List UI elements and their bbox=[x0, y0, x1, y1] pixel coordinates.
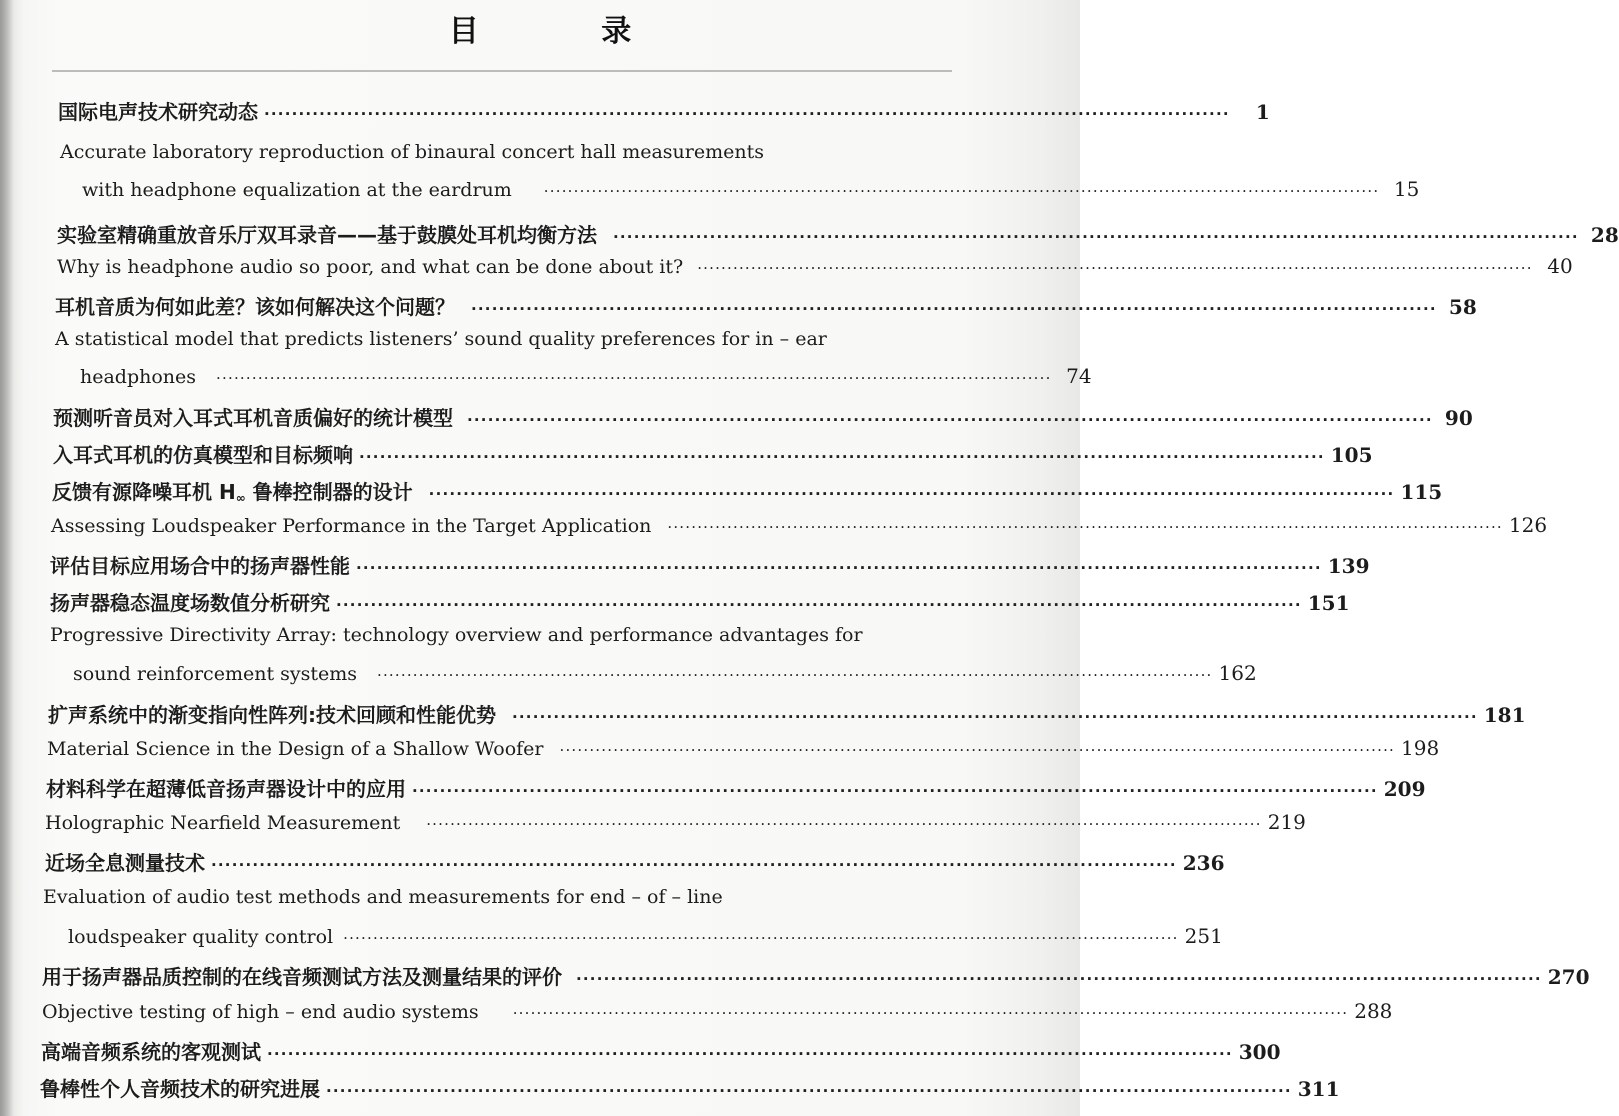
toc-entry-title: 用于扬声器品质控制的在线音频测试方法及测量结果的评价 bbox=[42, 965, 562, 989]
toc-leader-dots: ············································································································································ bbox=[667, 518, 1503, 536]
toc-entry bbox=[47, 736, 1440, 760]
toc-entry bbox=[82, 177, 1420, 201]
toc-leader-dots: ············································································································································ bbox=[471, 300, 1437, 318]
toc-page-number: 115 bbox=[1400, 480, 1443, 504]
toc-entry bbox=[42, 999, 1393, 1023]
toc-entry-title-line1: Evaluation of audio test methods and measurements for end – of – line bbox=[43, 886, 723, 908]
toc-entry bbox=[42, 961, 1590, 990]
toc-entry-title: Material Science in the Design of a Shallow Woofer bbox=[47, 738, 544, 760]
toc-leader-dots: ············································································································································ bbox=[467, 411, 1433, 429]
toc-entry-title: loudspeaker quality control bbox=[68, 926, 334, 948]
toc-leader-dots: ············································································································································ bbox=[559, 741, 1396, 759]
toc-entry-title bbox=[52, 476, 413, 505]
toc-leader-dots: ············································································································································ bbox=[543, 182, 1380, 200]
toc-entry bbox=[55, 291, 1477, 320]
toc-entry bbox=[40, 1073, 1340, 1102]
toc-entry-title: 耳机音质为何如此差？该如何解决这个问题？ bbox=[55, 295, 455, 319]
toc-entry-title: sound reinforcement systems bbox=[73, 663, 357, 685]
toc-entry-title: 入耳式耳机的仿真模型和目标频响 bbox=[53, 443, 353, 467]
toc-entry-title: 近场全息测量技术 bbox=[45, 851, 205, 875]
toc-entry bbox=[53, 402, 1473, 431]
toc-entry-title: 扬声器稳态温度场数值分析研究 bbox=[50, 591, 330, 615]
toc-leader-dots: ············································································································································ bbox=[512, 708, 1478, 726]
toc-leader-dots: ············································································································································ bbox=[412, 782, 1378, 800]
toc-entry-title: 高端音频系统的客观测试 bbox=[41, 1040, 261, 1064]
toc-leader-dots: ············································································································································ bbox=[426, 815, 1262, 833]
toc-entry bbox=[53, 439, 1373, 468]
toc-page-number: 198 bbox=[1401, 736, 1440, 760]
toc-page-number: 181 bbox=[1483, 703, 1526, 727]
toc-entry-title: 评估目标应用场合中的扬声器性能 bbox=[50, 554, 350, 578]
toc-entry bbox=[50, 587, 1350, 616]
toc-page-number: 126 bbox=[1508, 513, 1548, 537]
toc-entry-title-line1: Progressive Directivity Array: technology overview and performance advantages for bbox=[50, 624, 863, 646]
toc-entry-title-line1: A statistical model that predicts listeners’ sound quality preferences for in – ear bbox=[55, 328, 827, 350]
toc-leader-dots: ············································································································································ bbox=[613, 228, 1579, 246]
toc-entry-title: with headphone equalization at the eardrum bbox=[82, 179, 512, 201]
toc-page-number: 139 bbox=[1327, 554, 1370, 578]
toc-entry-title: 国际电声技术研究动态 bbox=[58, 100, 258, 124]
toc-leader-dots: ············································································································································ bbox=[267, 1045, 1233, 1063]
toc-entry-title: Assessing Loudspeaker Performance in the Target Application bbox=[51, 515, 652, 537]
toc-entry bbox=[57, 219, 1619, 248]
toc-page-number: 40 bbox=[1547, 254, 1573, 278]
toc-leader-dots: ············································································································································ bbox=[359, 448, 1325, 466]
toc-entry-title: 预测听音员对入耳式耳机音质偏好的统计模型 bbox=[53, 406, 453, 430]
toc-leader-dots: ············································································································································ bbox=[211, 856, 1177, 874]
toc-entry bbox=[46, 773, 1426, 802]
toc-entry bbox=[45, 810, 1306, 834]
toc-entry-title-part: 鲁棒控制器的设计 bbox=[245, 480, 413, 504]
toc-page-number: 151 bbox=[1307, 591, 1350, 615]
toc-entry bbox=[50, 550, 1370, 579]
toc-leader-dots: ············································································································································ bbox=[377, 666, 1213, 684]
toc-page-number: 1 bbox=[1255, 100, 1270, 124]
toc-page-number: 90 bbox=[1444, 406, 1473, 430]
toc-page-number: 15 bbox=[1393, 177, 1420, 201]
toc-page-number: 74 bbox=[1066, 364, 1092, 388]
toc-leader-dots: ············································································································································ bbox=[576, 970, 1542, 988]
toc-leader-dots: ············································································································································ bbox=[216, 369, 1052, 387]
toc-entry bbox=[51, 513, 1548, 537]
toc-entry bbox=[52, 476, 1443, 505]
toc-leader-dots: ············································································································································ bbox=[356, 559, 1322, 577]
toc-entry-title: 材料科学在超薄低音扬声器设计中的应用 bbox=[46, 777, 406, 801]
toc-entry bbox=[41, 1036, 1281, 1065]
toc-entry-title: Holographic Nearfield Measurement bbox=[45, 812, 401, 834]
toc-entry-title-line1: Accurate laboratory reproduction of binaural concert hall measurements bbox=[60, 141, 764, 163]
toc-entry-title: Why is headphone audio so poor, and what can be done about it? bbox=[57, 256, 684, 278]
page-title: 目 录 bbox=[448, 14, 688, 49]
infinity-subscript: ∞ bbox=[235, 491, 246, 505]
toc-page-number: 236 bbox=[1182, 851, 1225, 875]
toc-entry-title: 实验室精确重放音乐厅双耳录音——基于鼓膜处耳机均衡方法 bbox=[57, 223, 597, 247]
toc-entry-title: headphones bbox=[80, 366, 197, 388]
toc-entry-title-part: 反馈有源降噪耳机 H bbox=[52, 480, 236, 504]
toc-leader-dots: ············································································································································ bbox=[428, 485, 1395, 503]
toc-entry-title: 鲁棒性个人音频技术的研究进展 bbox=[40, 1077, 320, 1101]
toc-page-number: 58 bbox=[1448, 295, 1477, 319]
toc-leader-dots: ············································································································································ bbox=[512, 1004, 1349, 1022]
toc-page-number: 311 bbox=[1297, 1077, 1340, 1101]
toc-page-number: 28 bbox=[1590, 223, 1619, 247]
toc-leader-dots: ············································································································································ bbox=[264, 105, 1230, 123]
toc-page-number: 270 bbox=[1547, 965, 1590, 989]
toc-entry bbox=[73, 661, 1257, 685]
toc-leader-dots: ············································································································································ bbox=[697, 259, 1533, 277]
toc-page-number: 251 bbox=[1184, 924, 1223, 948]
toc-page-number: 219 bbox=[1267, 810, 1306, 834]
toc-page-number: 162 bbox=[1218, 661, 1257, 685]
toc-entry bbox=[45, 847, 1225, 876]
toc-entry-title: Objective testing of high – end audio systems bbox=[42, 1001, 479, 1023]
toc-page-number: 209 bbox=[1383, 777, 1426, 801]
toc-page-number: 300 bbox=[1238, 1040, 1281, 1064]
toc-leader-dots: ············································································································································ bbox=[343, 929, 1179, 947]
toc-entry bbox=[48, 699, 1526, 728]
toc-page-number: 288 bbox=[1354, 999, 1393, 1023]
toc-entry bbox=[80, 364, 1092, 388]
toc-entry bbox=[68, 924, 1223, 948]
toc-leader-dots: ············································································································································ bbox=[326, 1082, 1292, 1100]
toc-entry bbox=[58, 96, 1270, 125]
toc-page-number: 105 bbox=[1330, 443, 1373, 467]
toc-entry-title: 扩声系统中的渐变指向性阵列:技术回顾和性能优势 bbox=[48, 703, 496, 727]
toc-leader-dots: ············································································································································ bbox=[336, 596, 1302, 614]
toc-entry bbox=[57, 254, 1573, 278]
